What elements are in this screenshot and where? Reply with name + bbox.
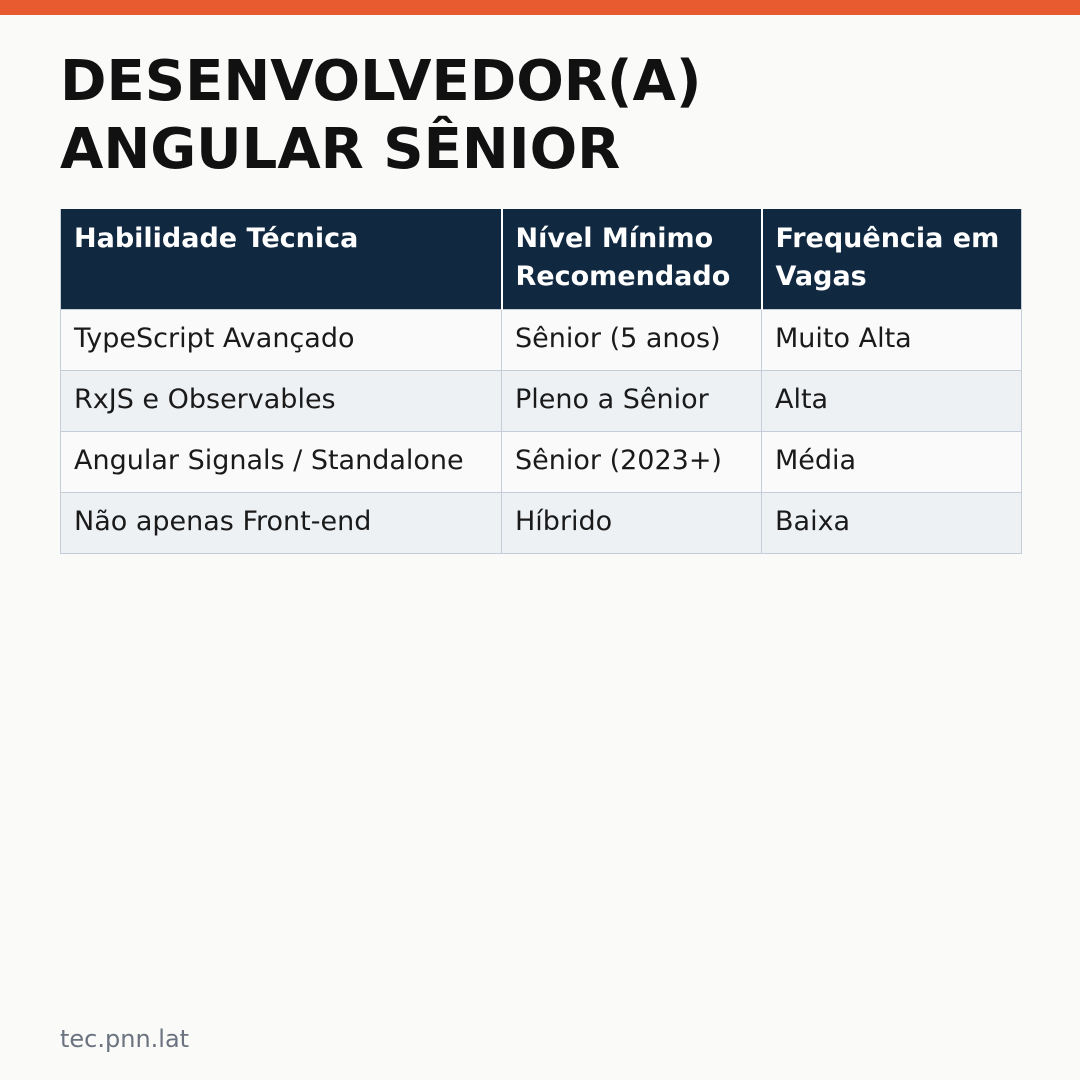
- table-cell-skill: Não apenas Front-end: [61, 493, 502, 554]
- table-row: [61, 371, 1022, 432]
- table-cell-level: Híbrido: [502, 493, 762, 554]
- table-row: [61, 493, 1022, 554]
- table-cell-skill: Angular Signals / Standalone: [61, 432, 502, 493]
- table-row: [61, 432, 1022, 493]
- page-title-line-2: ANGULAR SÊNIOR: [60, 117, 621, 182]
- table-cell-level: Sênior (5 anos): [502, 310, 762, 371]
- table-cell-level: Pleno a Sênior: [502, 371, 762, 432]
- table-cell-skill: RxJS e Observables: [61, 371, 502, 432]
- page-title: [60, 48, 1020, 184]
- table-cell-frequency: Muito Alta: [762, 310, 1022, 371]
- column-header-frequency: Frequência em Vagas: [762, 209, 1022, 310]
- skills-table: [60, 209, 1022, 554]
- table-cell-level: Sênior (2023+): [502, 432, 762, 493]
- column-header-level: Nível Mínimo Recomendado: [502, 209, 762, 310]
- table-cell-frequency: Média: [762, 432, 1022, 493]
- column-header-skill: Habilidade Técnica: [61, 209, 502, 310]
- table-header-row: [61, 209, 1022, 310]
- table-row: [61, 310, 1022, 371]
- table-cell-frequency: Baixa: [762, 493, 1022, 554]
- table-cell-skill: TypeScript Avançado: [61, 310, 502, 371]
- accent-top-bar: [0, 0, 1080, 15]
- table-cell-frequency: Alta: [762, 371, 1022, 432]
- footer-site-link[interactable]: tec.pnn.lat: [60, 1025, 190, 1053]
- page-title-line-1: DESENVOLVEDOR(A): [60, 49, 702, 114]
